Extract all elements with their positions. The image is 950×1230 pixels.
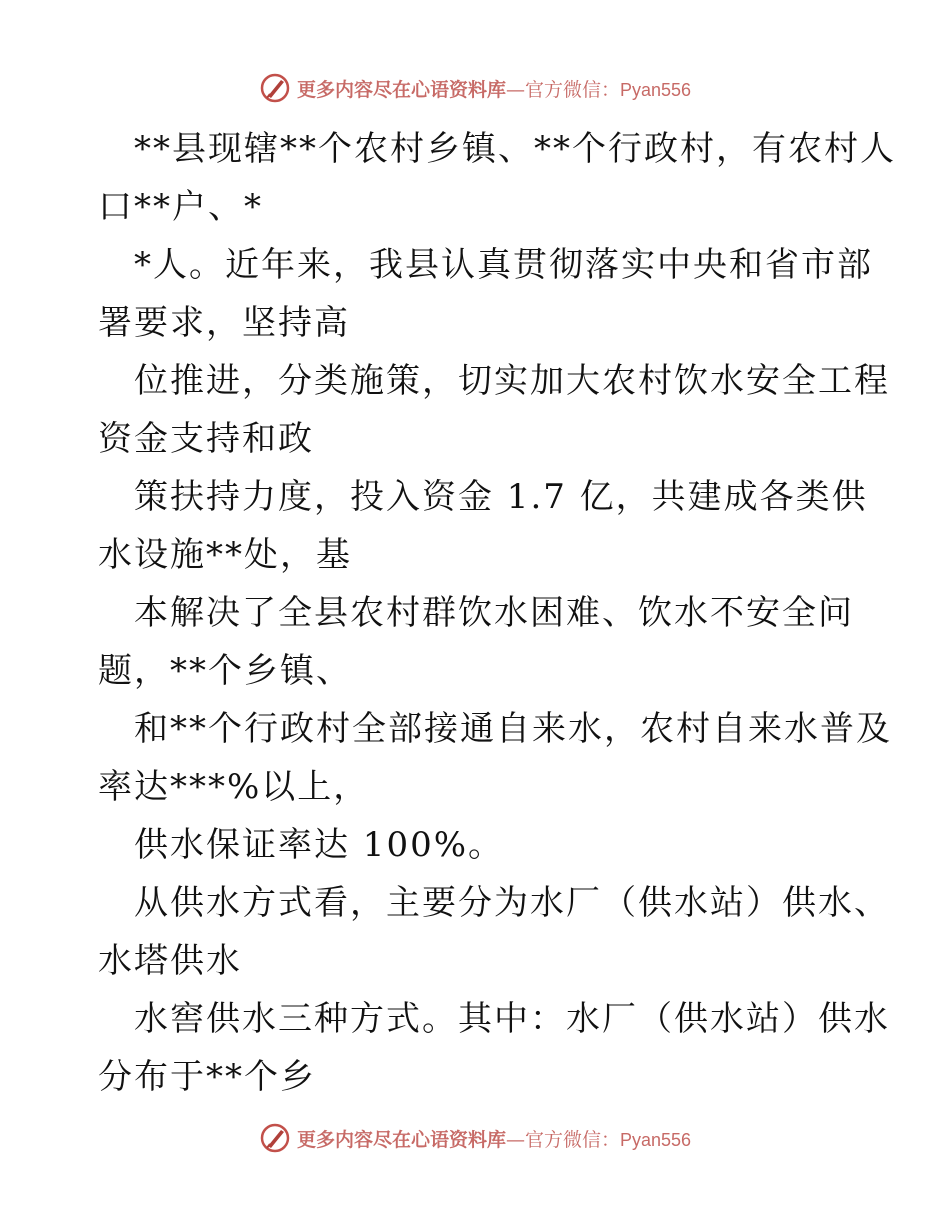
header-watermark: [0, 72, 950, 104]
quill-pen-circle-icon: [259, 1122, 291, 1154]
body-line: 水塔供水: [98, 941, 242, 981]
watermark-dash: —: [505, 78, 525, 101]
watermark-dash: —: [505, 1128, 525, 1151]
body-line: 分布于**个乡: [98, 1057, 316, 1097]
watermark-id: Pyan556: [619, 79, 692, 100]
body-line: 从供水方式看，主要分为水厂（供水站）供水、: [134, 883, 890, 923]
body-line: 口**户、*: [98, 187, 263, 227]
body-line: 位推进，分类施策，切实加大农村饮水安全工程: [134, 361, 890, 401]
watermark-brand: 更多内容尽在心语资料库: [296, 1128, 506, 1151]
body-line: 题，**个乡镇、: [98, 651, 352, 691]
watermark-text: [297, 1125, 691, 1152]
body-line: 署要求，坚持高: [98, 303, 350, 343]
watermark-label: 官方微信：: [524, 1128, 620, 1151]
body-line: **县现辖**个农村乡镇、**个行政村，有农村人: [134, 129, 896, 169]
body-line: 本解决了全县农村群饮水困难、饮水不安全问: [134, 593, 854, 633]
body-line: 供水保证率达 100%。: [134, 825, 505, 865]
body-line: 资金支持和政: [98, 419, 314, 459]
body-line: 水窖供水三种方式。其中：水厂（供水站）供水: [134, 999, 890, 1039]
body-line: 策扶持力度，投入资金 1.7 亿，共建成各类供: [134, 477, 868, 517]
watermark-brand: 更多内容尽在心语资料库: [296, 78, 506, 101]
watermark-label: 官方微信：: [524, 78, 620, 101]
quill-pen-circle-icon: [259, 72, 291, 104]
footer-watermark: [0, 1122, 950, 1154]
body-line: 率达***%以上，: [98, 767, 370, 807]
watermark-text: [297, 75, 691, 102]
watermark-id: Pyan556: [619, 1129, 692, 1150]
body-line: *人。近年来，我县认真贯彻落实中央和省市部: [134, 245, 873, 285]
body-line: 和**个行政村全部接通自来水，农村自来水普及: [134, 709, 892, 749]
document-body: [98, 120, 896, 1106]
body-line: 水设施**处，基: [98, 535, 352, 575]
